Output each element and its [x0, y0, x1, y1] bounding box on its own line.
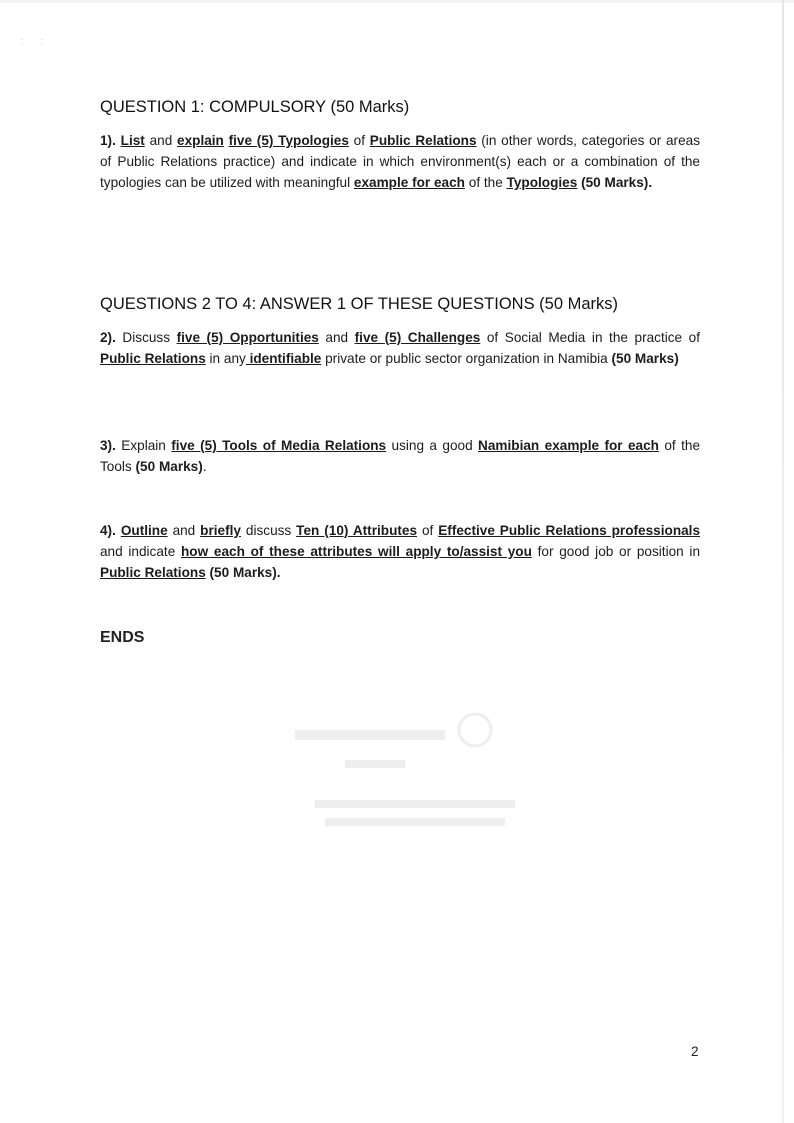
text-run: (in other words, categories or areas of Public Relations practice) and indicate in which environment(s) each or a combination of the typologies can be utilized with meaningful: [100, 132, 701, 190]
keyword: Namibian example for each: [478, 437, 659, 453]
text-run: of the: [464, 174, 507, 190]
marks-label: (50 Marks): [611, 350, 679, 366]
question-number: 4).: [100, 522, 116, 538]
keyword: Typologies: [506, 174, 578, 190]
marks-label: (50 Marks): [135, 458, 203, 474]
text-run: for good job or position in: [531, 543, 701, 559]
keyword: five (5) Challenges: [354, 329, 481, 345]
keyword: Effective Public Relations professionals: [438, 522, 701, 538]
marks-label: (50 Marks).: [205, 564, 281, 580]
question-1-heading: QUESTION 1: COMPULSORY (50 Marks): [100, 98, 410, 116]
text-run: Discuss: [115, 329, 177, 345]
stamp-watermark-icon: [285, 700, 545, 850]
keyword: identifiable: [245, 350, 322, 366]
question-3-text: [100, 435, 700, 477]
scan-top-edge: [0, 0, 794, 3]
keyword: how each of these attributes will apply to/assist you: [180, 543, 532, 559]
page-number: 2: [691, 1044, 699, 1059]
keyword: Public Relations: [100, 350, 206, 366]
marks-label: (50 Marks).: [577, 174, 653, 190]
question-2-text: [100, 327, 700, 369]
scan-right-edge: [782, 0, 784, 1123]
text-run: private or public sector organization in Namibia: [321, 350, 612, 366]
text-run: .: [202, 458, 207, 474]
keyword: Public Relations: [369, 132, 477, 148]
keyword: five (5) Opportunities: [176, 329, 319, 345]
text-run: of the Tools: [100, 437, 701, 474]
keyword: Outline: [120, 522, 168, 538]
keyword: five (5) Tools of Media Relations: [171, 437, 387, 453]
question-1-text: [100, 130, 700, 193]
text-run: of Social Media in the practice of: [480, 329, 700, 345]
text-run: and indicate: [100, 543, 181, 559]
text-run: and: [144, 132, 178, 148]
keyword: Ten (10) Attributes: [296, 522, 418, 538]
question-4-text: [100, 520, 700, 583]
keyword: briefly: [200, 522, 241, 538]
question-number: 3).: [100, 437, 116, 453]
text-run: using a good: [386, 437, 479, 453]
question-number: 1).: [100, 132, 116, 148]
scan-marks: : :: [20, 36, 52, 46]
text-run: in any: [205, 350, 246, 366]
keyword: five (5) Typologies: [228, 132, 349, 148]
text-run: discuss: [240, 522, 297, 538]
keyword: Public Relations: [100, 564, 206, 580]
keyword: explain: [177, 132, 224, 148]
text-run: Explain: [115, 437, 172, 453]
section-2-heading: QUESTIONS 2 TO 4: ANSWER 1 OF THESE QUESTIONS (50 Marks): [100, 295, 619, 313]
ends-label: ENDS: [100, 629, 145, 646]
keyword: example for each: [353, 174, 465, 190]
text-run: and: [167, 522, 201, 538]
text-run: and: [318, 329, 355, 345]
text-run: of: [348, 132, 370, 148]
question-number: 2).: [100, 329, 116, 345]
keyword: List: [120, 132, 145, 148]
text-run: of: [417, 522, 439, 538]
